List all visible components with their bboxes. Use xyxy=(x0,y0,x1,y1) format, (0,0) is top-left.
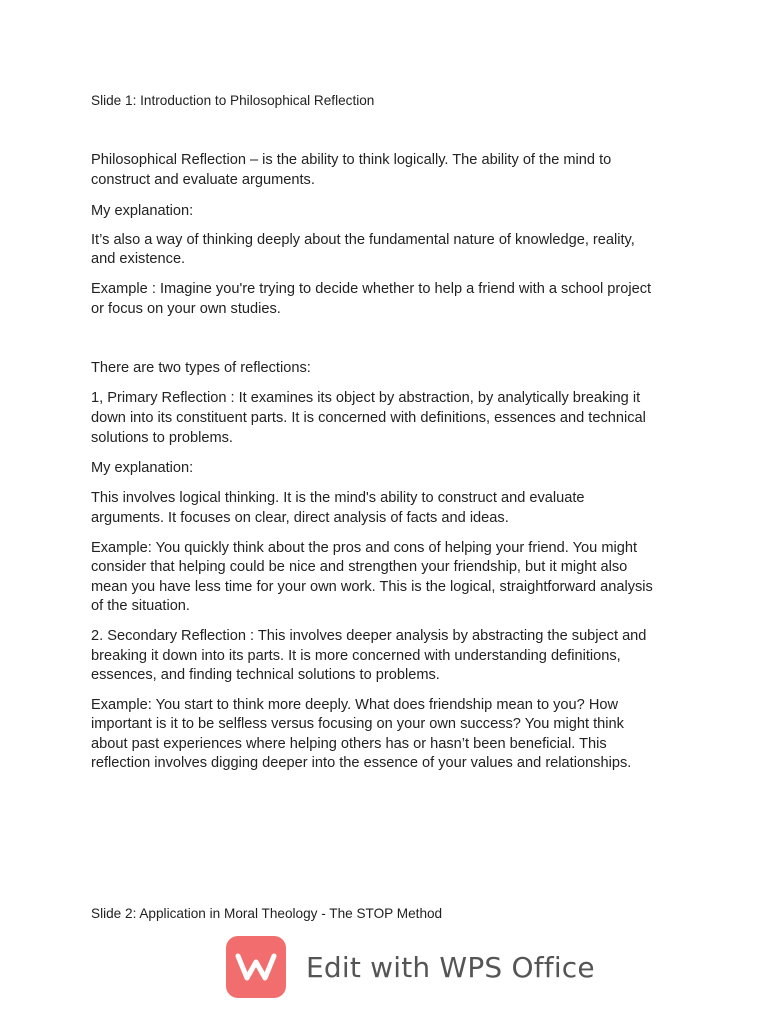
paragraph-line: and existence. xyxy=(91,251,186,267)
paragraph-line: This involves logical thinking. It is the mind's ability to construct and evaluate xyxy=(91,490,585,506)
paragraph-line: My explanation: xyxy=(91,460,194,476)
paragraph-line: 1, Primary Reflection : It examines its object by abstraction, by analytically breaking it xyxy=(91,390,641,406)
paragraph-line: or focus on your own studies. xyxy=(91,301,281,317)
paragraph-line: Example: You quickly think about the pros and cons of helping your friend. You might xyxy=(91,540,638,556)
paragraph-line: about past experiences where helping others has or hasn’t been beneficial. This xyxy=(91,736,607,752)
wps-w-logo-icon xyxy=(226,936,286,998)
edit-with-wps-label: Edit with WPS Office xyxy=(306,950,595,984)
paragraph-line: arguments. It focuses on clear, direct analysis of facts and ideas. xyxy=(91,510,509,526)
paragraph-line: consider that helping could be nice and strengthen your friendship, but it might also xyxy=(91,559,628,575)
paragraph-line: There are two types of reflections: xyxy=(91,360,311,376)
paragraph-line: solutions to problems. xyxy=(91,430,233,446)
paragraph-line: of the situation. xyxy=(91,598,190,614)
paragraph-line: Philosophical Reflection – is the ability to think logically. The ability of the mind to xyxy=(91,152,612,168)
paragraph-line: My explanation: xyxy=(91,203,194,219)
paragraph-line: reflection involves digging deeper into the essence of your values and relationships. xyxy=(91,755,632,771)
slide1-heading: Slide 1: Introduction to Philosophical Reflection xyxy=(91,93,375,108)
paragraph-line: down into its constituent parts. It is concerned with definitions, essences and technical xyxy=(91,410,646,426)
paragraph-line: Example: You start to think more deeply. What does friendship mean to you? How xyxy=(91,697,619,713)
slide2-heading: Slide 2: Application in Moral Theology - The STOP Method xyxy=(91,906,443,921)
paragraph-line: mean you have less time for your own work. This is the logical, straightforward analysis xyxy=(91,579,653,595)
paragraph-line: construct and evaluate arguments. xyxy=(91,172,315,188)
paragraph-line: Example : Imagine you're trying to decide whether to help a friend with a school project xyxy=(91,281,652,297)
edit-with-wps-badge[interactable] xyxy=(226,936,595,998)
paragraph-line: It’s also a way of thinking deeply about the fundamental nature of knowledge, reality, xyxy=(91,232,635,248)
paragraph-line: 2. Secondary Reflection : This involves deeper analysis by abstracting the subject and xyxy=(91,628,647,644)
paragraph-line: essences, and finding technical solutions to problems. xyxy=(91,667,440,683)
paragraph-line: important is it to be selfless versus focusing on your own success? You might think xyxy=(91,716,624,732)
paragraph-line: breaking it down into its parts. It is more concerned with understanding definitions, xyxy=(91,648,621,664)
